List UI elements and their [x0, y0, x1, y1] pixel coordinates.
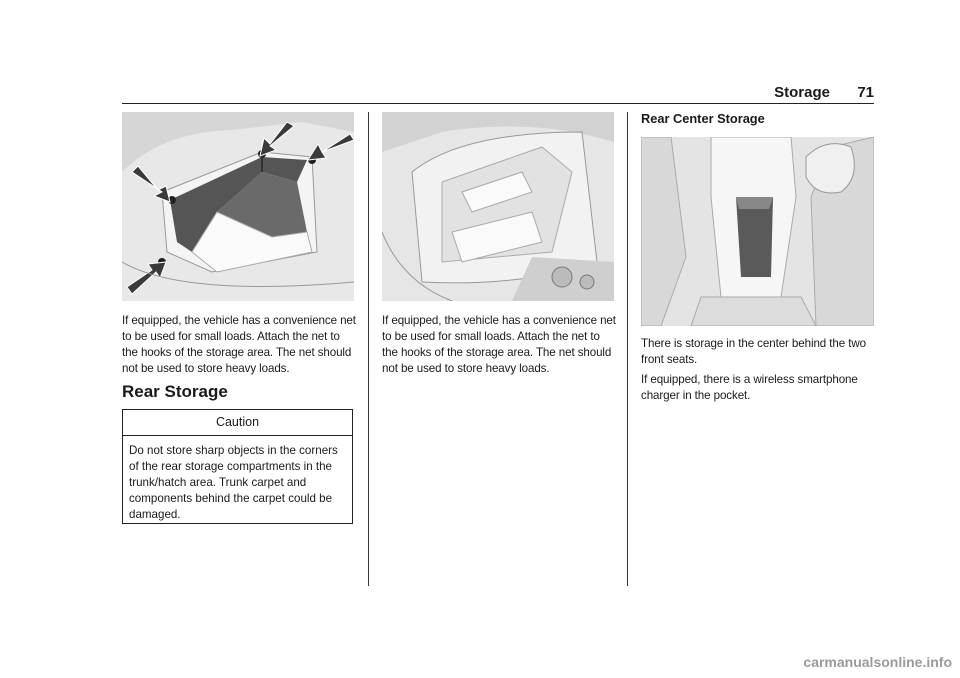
rear-center-storage-heading: Rear Center Storage — [641, 111, 765, 126]
caution-text: Do not store sharp objects in the corners of the rear storage compartments in the trunk/hatch area. Trunk carpet and components behind the carpet could be damaged. — [129, 444, 338, 521]
left-paragraph: If equipped, the vehicle has a convenience net to be used for small loads. Attach the net to the hooks of the storage area. The net should not be used to store heavy loads. — [122, 314, 356, 375]
middle-paragraph: If equipped, the vehicle has a convenience net to be used for small loads. Attach the net to the hooks of the storage area. The net should not be used to store heavy loads. — [382, 314, 616, 375]
header-rule — [122, 103, 874, 104]
column-divider-left — [368, 112, 369, 586]
section-title: Storage — [774, 84, 830, 101]
page-number: 71 — [857, 84, 874, 101]
rear-center-storage-figure — [641, 137, 874, 326]
column-divider-right — [627, 112, 628, 586]
page-header — [122, 84, 874, 104]
right-paragraph-2: If equipped, there is a wireless smartphone charger in the pocket. — [641, 373, 858, 402]
watermark: carmanualsonline.info — [803, 654, 952, 670]
caution-title: Caution — [123, 410, 352, 436]
rear-storage-net-figure — [382, 112, 614, 301]
rear-storage-heading: Rear Storage — [122, 382, 228, 401]
caution-box — [122, 409, 353, 524]
right-paragraph-1: There is storage in the center behind the two front seats. — [641, 337, 866, 366]
trunk-convenience-net-figure — [122, 112, 354, 301]
